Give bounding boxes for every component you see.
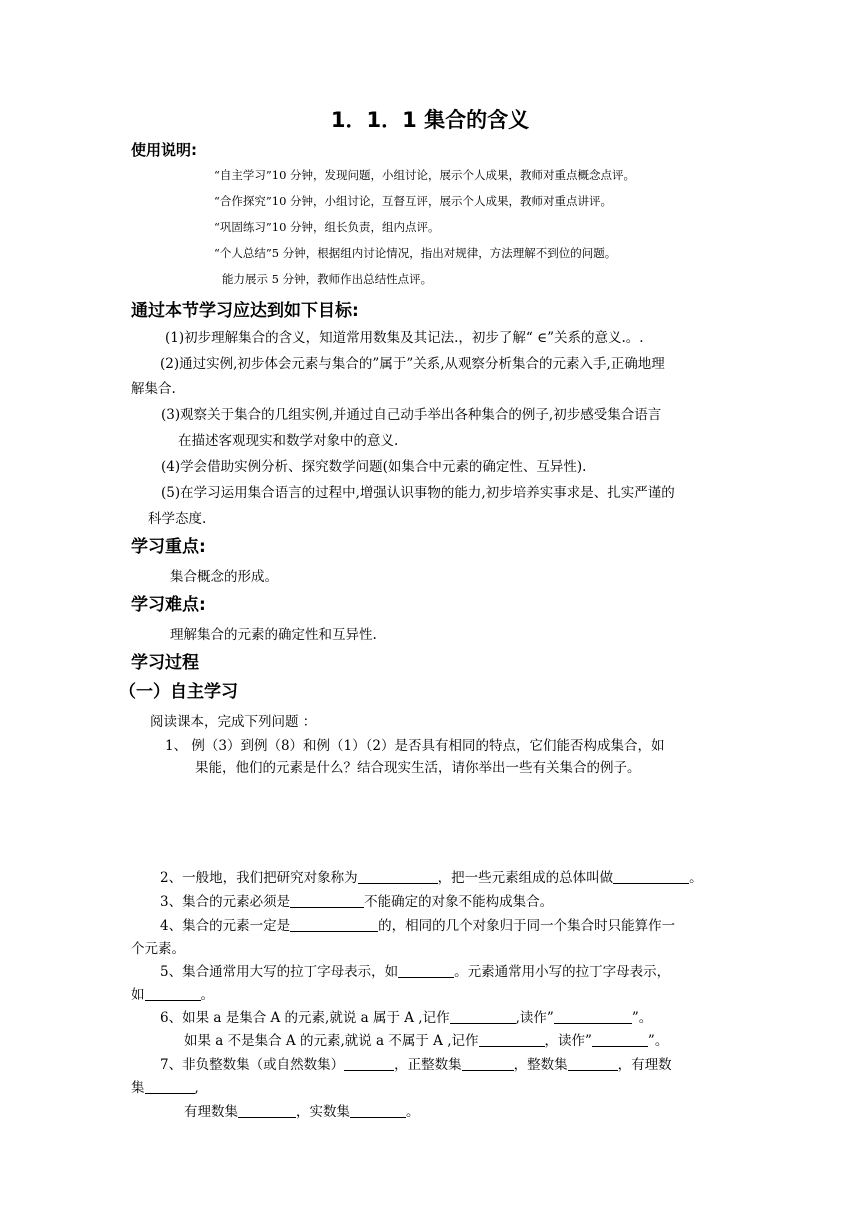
answer-blank[interactable] <box>350 1104 406 1118</box>
goal-item: 科学态度. <box>148 511 207 527</box>
answer-blank[interactable] <box>479 1033 545 1047</box>
goal-item: (4)学会借助实例分析、探究数学问题(如集合中元素的确定性、互异性). <box>161 459 587 475</box>
answer-blank[interactable] <box>568 1057 618 1071</box>
answer-blank[interactable] <box>238 1104 296 1118</box>
question-1-cont: 果能，他们的元素是什么？结合现实生活，请你举出一些有关集合的例子。 <box>195 760 641 776</box>
question-4-cont: 个元素。 <box>131 941 185 957</box>
answer-blank[interactable] <box>398 964 454 978</box>
answer-blank[interactable] <box>554 1010 632 1024</box>
question-3: 3、集合的元素必须是 不能确定的对象不能构成集合。 <box>160 894 554 910</box>
difficulty-heading: 学习难点: <box>131 595 206 615</box>
key-point-heading: 学习重点: <box>131 537 206 557</box>
goal-item: 在描述客观现实和数学对象中的意义. <box>178 433 399 449</box>
answer-blank[interactable] <box>290 918 378 932</box>
goal-item: (3)观察关于集合的几组实例,并通过自己动手举出各种集合的例子,初步感受集合语言 <box>161 407 662 423</box>
answer-blank[interactable] <box>290 894 364 908</box>
usage-heading: 使用说明: <box>131 141 197 159</box>
difficulty-text: 理解集合的元素的确定性和互异性. <box>170 627 377 643</box>
answer-blank[interactable] <box>613 870 689 884</box>
question-7-cont: 集 , <box>131 1080 199 1096</box>
goals-heading: 通过本节学习应达到如下目标: <box>131 301 359 321</box>
answer-blank[interactable] <box>450 1010 516 1024</box>
goal-item: 解集合. <box>131 381 176 397</box>
question-5-cont: 如 。 <box>131 987 214 1003</box>
question-6-cont: 如果 a 不是集合 A 的元素,就说 a 不属于 A ,记作 ，读作” ”。 <box>184 1033 669 1049</box>
usage-line: “个人总结”5 分钟，根据组内讨论情况，指出对规律，方法理解不到位的问题。 <box>214 246 617 260</box>
key-point-text: 集合概念的形成。 <box>170 569 278 585</box>
usage-line: “自主学习”10 分钟，发现问题，小组讨论，展示个人成果，教师对重点概念点评。 <box>214 168 636 182</box>
usage-line: “巩固练习”10 分钟，组长负责，组内点评。 <box>214 220 440 234</box>
answer-blank[interactable] <box>358 870 438 884</box>
self-study-heading: （一）自主学习 <box>119 682 238 702</box>
answer-blank[interactable] <box>462 1057 514 1071</box>
question-6: 6、如果 a 是集合 A 的元素,就说 a 属于 A ,记作 ,读作” ”。 <box>160 1010 653 1026</box>
answer-blank[interactable] <box>344 1057 394 1071</box>
usage-line: “合作探究”10 分钟，小组讨论，互督互评，展示个人成果，教师对重点讲评。 <box>214 194 613 208</box>
question-4: 4、集合的元素一定是 的，相同的几个对象归于同一个集合时只能算作一 <box>160 918 676 934</box>
answer-blank[interactable] <box>592 1033 648 1047</box>
usage-line: 能力展示 5 分钟，教师作出总结性点评。 <box>222 272 433 286</box>
page-title: 1．1．1 集合的含义 <box>330 108 530 132</box>
question-2: 2、一般地，我们把研究对象称为 ，把一些元素组成的总体叫做 。 <box>160 870 703 886</box>
goal-item: (1)初步理解集合的含义，知道常用数集及其记法.，初步了解“ ∈”关系的意义.。. <box>165 330 644 346</box>
question-1: 1、 例（3）到例（8）和例（1）（2）是否具有相同的特点，它们能否构成集合，如 <box>165 738 665 754</box>
answer-blank[interactable] <box>145 987 201 1001</box>
question-5: 5、集合通常用大写的拉丁字母表示，如 。元素通常用小写的拉丁字母表示， <box>160 964 671 980</box>
answer-blank[interactable] <box>145 1080 195 1094</box>
goal-item: (5)在学习运用集合语言的过程中,增强认识事物的能力,初步培养实事求是、扎实严谨的 <box>161 485 675 501</box>
question-7: 7、非负整数集（或自然数集） ，正整数集 ，整数集 ，有理数 <box>160 1057 672 1073</box>
goal-item: (2)通过实例,初步体会元素与集合的”属于”关系,从观察分析集合的元素入手,正确地理 <box>160 356 665 372</box>
self-study-intro: 阅读课本，完成下列问题 ： <box>150 714 317 730</box>
question-7-cont: 有理数集 ，实数集 。 <box>184 1104 420 1120</box>
process-heading: 学习过程 <box>131 653 199 673</box>
